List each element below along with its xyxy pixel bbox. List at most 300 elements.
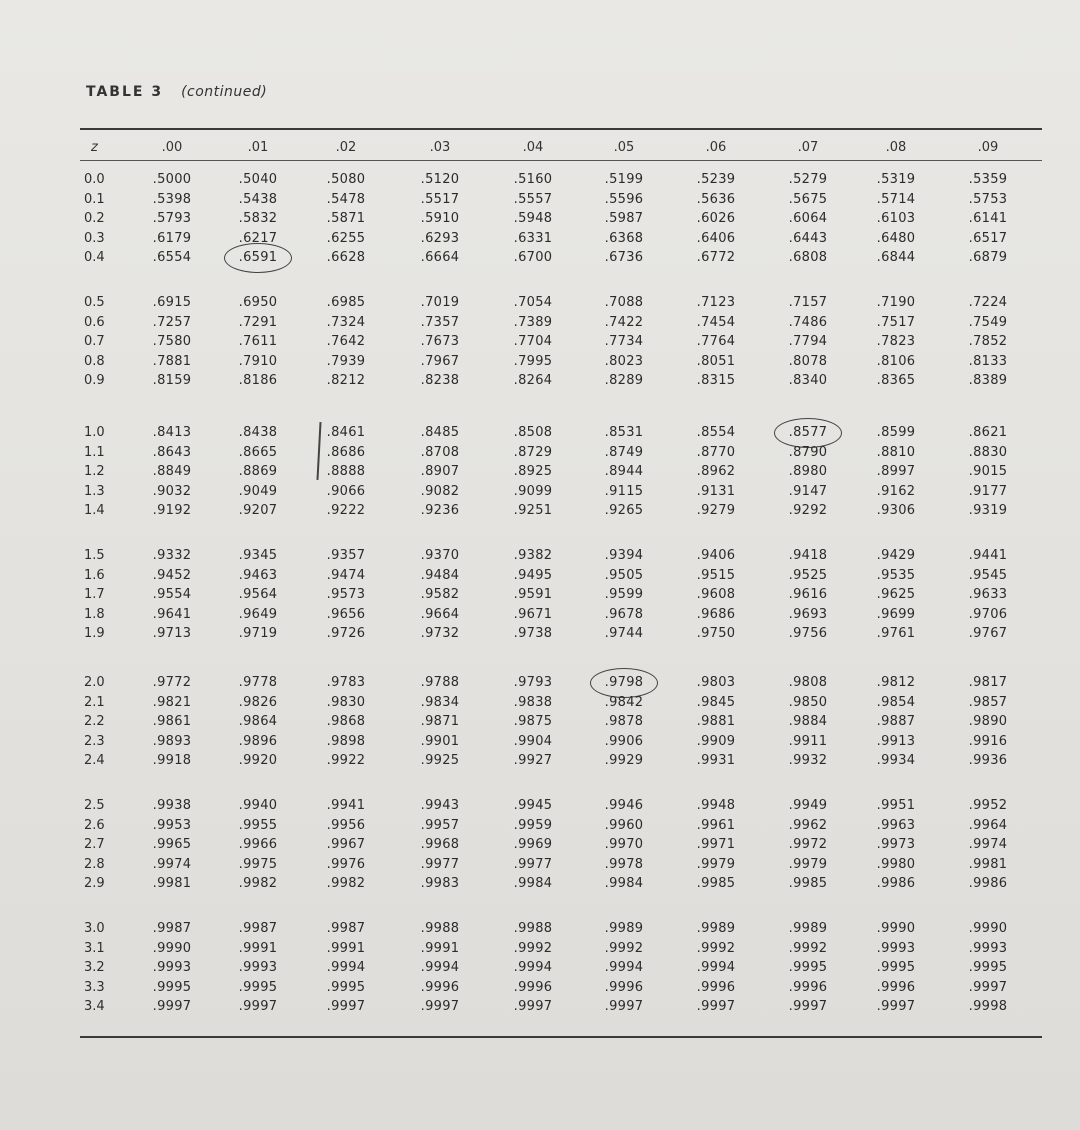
table-cell: .7291 (238, 314, 278, 330)
table-cell: .6736 (604, 250, 644, 265)
row-z-value: 1.2 (84, 464, 105, 479)
row-z-value: 0.0 (84, 172, 105, 187)
table-cell: .7190 (876, 295, 916, 310)
table-cell: .9898 (326, 733, 366, 749)
table-cell: .9931 (696, 753, 736, 768)
table-cell: .8665 (238, 444, 278, 460)
table-cell: .9845 (696, 694, 736, 710)
row-z-value: 1.4 (84, 503, 105, 518)
table-cell: .8849 (152, 464, 192, 479)
table-cell: .9878 (604, 714, 644, 729)
table-cell: .9996 (876, 979, 916, 995)
table-cell: .7257 (152, 314, 192, 330)
row-z-value: 0.2 (84, 211, 105, 226)
table-cell: .7881 (152, 353, 192, 369)
table-cell: .7224 (968, 295, 1008, 310)
row-z-value: 2.6 (84, 817, 105, 833)
table-cell: .9357 (326, 548, 366, 563)
table-cell: .9564 (238, 587, 278, 602)
table-cell: .7357 (420, 314, 460, 330)
table-cell: .9441 (968, 548, 1008, 563)
table-cell: .7642 (326, 334, 366, 349)
table-cell: .9881 (696, 714, 736, 729)
table-cell: .9382 (513, 548, 553, 563)
table-title-continued: (continued) (181, 84, 268, 100)
table-cell: .8023 (604, 353, 644, 369)
table-cell: .7673 (420, 334, 460, 349)
row-z-value: 3.4 (84, 999, 105, 1014)
table-cell: .8643 (152, 444, 192, 460)
table-cell: .6480 (876, 230, 916, 246)
table-cell: .9995 (326, 979, 366, 995)
pen-stroke-mark (316, 422, 321, 480)
table-cell: .9992 (513, 940, 553, 956)
header-col-6: .06 (705, 140, 727, 155)
table-cell: .8980 (788, 464, 828, 479)
table-cell: .8212 (326, 373, 366, 388)
table-cell: .9964 (968, 817, 1008, 833)
table-cell: .5239 (696, 172, 736, 187)
row-z-value: 3.0 (84, 921, 105, 936)
table-cell: .9995 (876, 960, 916, 975)
table-cell: .6915 (152, 295, 192, 310)
header-col-3: .03 (429, 140, 451, 155)
table-cell: .6700 (513, 250, 553, 265)
table-cell: .7088 (604, 295, 644, 310)
table-cell: .8485 (420, 425, 460, 440)
table-cell: .9207 (238, 503, 278, 518)
table-cell: .9948 (696, 798, 736, 813)
table-cell: .9875 (513, 714, 553, 729)
table-cell: .5199 (604, 172, 644, 187)
table-cell: .8106 (876, 353, 916, 369)
table-cell: .9066 (326, 483, 366, 499)
table-cell: .9987 (152, 921, 192, 936)
table-cell: .9925 (420, 753, 460, 768)
table-cell: .7054 (513, 295, 553, 310)
table-cell: .9992 (696, 940, 736, 956)
table-cell: .9993 (876, 940, 916, 956)
table-cell: .5478 (326, 191, 366, 207)
table-cell: .8389 (968, 373, 1008, 388)
table-cell: .9913 (876, 733, 916, 749)
table-cell: .9973 (876, 837, 916, 852)
table-cell: .7486 (788, 314, 828, 330)
table-cell: .6217 (238, 230, 278, 246)
table-cell: .8438 (238, 425, 278, 440)
table-cell: .7123 (696, 295, 736, 310)
table-cell: .9192 (152, 503, 192, 518)
table-cell: .8340 (788, 373, 828, 388)
table-cell: .9986 (876, 876, 916, 891)
table-cell: .5438 (238, 191, 278, 207)
table-cell: .9976 (326, 856, 366, 872)
table-cell: .9656 (326, 606, 366, 622)
table-cell: .9082 (420, 483, 460, 499)
table-cell: .9826 (238, 694, 278, 710)
row-z-value: 1.8 (84, 606, 105, 622)
row-z-value: 1.3 (84, 483, 105, 499)
table-cell: .9989 (788, 921, 828, 936)
table-cell: .9608 (696, 587, 736, 602)
table-cell: .9788 (420, 675, 460, 690)
table-cell: .9992 (788, 940, 828, 956)
table-cell: .9633 (968, 587, 1008, 602)
table-cell: .9904 (513, 733, 553, 749)
table-cell: .9932 (788, 753, 828, 768)
table-cell: .8790 (788, 444, 828, 460)
table-cell: .9032 (152, 483, 192, 499)
table-cell: .9962 (788, 817, 828, 833)
table-cell: .8830 (968, 444, 1008, 460)
table-cell: .9893 (152, 733, 192, 749)
table-title-label: TABLE 3 (86, 84, 164, 100)
row-z-value: 3.1 (84, 940, 105, 956)
table-cell: .9909 (696, 733, 736, 749)
table-cell: .8749 (604, 444, 644, 460)
table-cell: .9951 (876, 798, 916, 813)
table-cell: .9429 (876, 548, 916, 563)
header-z: z (91, 140, 98, 155)
table-cell: .5910 (420, 211, 460, 226)
table-cell: .5871 (326, 211, 366, 226)
table-cell: .5714 (876, 191, 916, 207)
table-cell: .9995 (788, 960, 828, 975)
table-cell: .9744 (604, 626, 644, 641)
header-col-8: .08 (885, 140, 907, 155)
table-cell: .9953 (152, 817, 192, 833)
table-cell: .9987 (326, 921, 366, 936)
table-cell: .8315 (696, 373, 736, 388)
row-z-value: 3.3 (84, 979, 105, 995)
table-cell: .9971 (696, 837, 736, 852)
table-cell: .9993 (152, 960, 192, 975)
table-cell: .9997 (788, 999, 828, 1014)
row-z-value: 0.8 (84, 353, 105, 369)
table-cell: .9997 (876, 999, 916, 1014)
table-cell: .9911 (788, 733, 828, 749)
table-cell: .9996 (420, 979, 460, 995)
table-cell: .9115 (604, 483, 644, 499)
table-cell: .7019 (420, 295, 460, 310)
table-cell: .6554 (152, 250, 192, 265)
table-cell: .9989 (696, 921, 736, 936)
table-cell: .9952 (968, 798, 1008, 813)
table-cell: .9996 (696, 979, 736, 995)
table-cell: .9515 (696, 567, 736, 583)
table-cell: .9961 (696, 817, 736, 833)
table-cell: .9997 (513, 999, 553, 1014)
table-cell: .9975 (238, 856, 278, 872)
table-cell: .9984 (513, 876, 553, 891)
table-cell: .9706 (968, 606, 1008, 622)
table-cell: .8997 (876, 464, 916, 479)
table-cell: .8962 (696, 464, 736, 479)
table-cell: .9750 (696, 626, 736, 641)
table-cell: .9838 (513, 694, 553, 710)
table-cell: .5753 (968, 191, 1008, 207)
table-cell: .6517 (968, 230, 1008, 246)
table-cell: .6179 (152, 230, 192, 246)
table-cell: .9131 (696, 483, 736, 499)
table-cell: .9834 (420, 694, 460, 710)
table-cell: .9979 (696, 856, 736, 872)
table-cell: .9767 (968, 626, 1008, 641)
table-cell: .9990 (152, 940, 192, 956)
table-cell: .7389 (513, 314, 553, 330)
row-z-value: 0.1 (84, 191, 105, 207)
table-cell: .9943 (420, 798, 460, 813)
table-cell: .9994 (326, 960, 366, 975)
circled-value-mark (774, 418, 842, 448)
table-cell: .9990 (876, 921, 916, 936)
table-cell: .7939 (326, 353, 366, 369)
row-z-value: 0.3 (84, 230, 105, 246)
table-cell: .9981 (152, 876, 192, 891)
table-cell: .9279 (696, 503, 736, 518)
table-cell: .9998 (968, 999, 1008, 1014)
table-title (86, 84, 267, 100)
table-cell: .9890 (968, 714, 1008, 729)
table-cell: .9986 (968, 876, 1008, 891)
table-cell: .9916 (968, 733, 1008, 749)
table-cell: .9474 (326, 567, 366, 583)
table-cell: .9830 (326, 694, 366, 710)
table-cell: .9896 (238, 733, 278, 749)
table-cell: .9991 (326, 940, 366, 956)
table-cell: .8365 (876, 373, 916, 388)
table-cell: .8686 (326, 444, 366, 460)
table-cell: .9982 (238, 876, 278, 891)
table-cell: .7967 (420, 353, 460, 369)
table-cell: .7910 (238, 353, 278, 369)
table-cell: .6406 (696, 230, 736, 246)
table-cell: .9418 (788, 548, 828, 563)
table-cell: .9994 (513, 960, 553, 975)
table-cell: .9798 (604, 675, 644, 690)
table-cell: .9778 (238, 675, 278, 690)
table-cell: .9582 (420, 587, 460, 602)
table-cell: .9049 (238, 483, 278, 499)
table-cell: .9996 (788, 979, 828, 995)
table-cell: .9803 (696, 675, 736, 690)
table-cell: .9922 (326, 753, 366, 768)
table-cell: .9949 (788, 798, 828, 813)
table-cell: .6628 (326, 250, 366, 265)
table-cell: .7611 (238, 334, 278, 349)
table-cell: .9995 (152, 979, 192, 995)
row-z-value: 1.9 (84, 626, 105, 641)
table-cell: .9969 (513, 837, 553, 852)
table-cell: .9941 (326, 798, 366, 813)
table-cell: .6443 (788, 230, 828, 246)
row-z-value: 0.6 (84, 314, 105, 330)
table-cell: .7794 (788, 334, 828, 349)
table-cell: .8133 (968, 353, 1008, 369)
row-z-value: 0.5 (84, 295, 105, 310)
row-z-value: 1.7 (84, 587, 105, 602)
row-z-value: 1.5 (84, 548, 105, 563)
table-cell: .6026 (696, 211, 736, 226)
table-cell: .9960 (604, 817, 644, 833)
table-cell: .8599 (876, 425, 916, 440)
table-cell: .9147 (788, 483, 828, 499)
table-cell: .9956 (326, 817, 366, 833)
table-cell: .9719 (238, 626, 278, 641)
table-cell: .9099 (513, 483, 553, 499)
table-cell: .7764 (696, 334, 736, 349)
table-cell: .9671 (513, 606, 553, 622)
table-cell: .9783 (326, 675, 366, 690)
table-cell: .9394 (604, 548, 644, 563)
table-cell: .8461 (326, 425, 366, 440)
row-z-value: 2.4 (84, 753, 105, 768)
table-cell: .9505 (604, 567, 644, 583)
circled-value-mark (224, 243, 292, 273)
table-cell: .8508 (513, 425, 553, 440)
header-col-2: .02 (335, 140, 357, 155)
table-cell: .8925 (513, 464, 553, 479)
table-cell: .9988 (420, 921, 460, 936)
table-cell: .7157 (788, 295, 828, 310)
table-cell: .9573 (326, 587, 366, 602)
row-z-value: 2.0 (84, 675, 105, 690)
table-cell: .9985 (696, 876, 736, 891)
table-cell: .7454 (696, 314, 736, 330)
table-cell: .9920 (238, 753, 278, 768)
table-cell: .6808 (788, 250, 828, 265)
table-cell: .9972 (788, 837, 828, 852)
table-cell: .5160 (513, 172, 553, 187)
table-cell: .9955 (238, 817, 278, 833)
table-cell: .9936 (968, 753, 1008, 768)
table-cell: .6255 (326, 230, 366, 246)
table-cell: .5832 (238, 211, 278, 226)
table-cell: .9793 (513, 675, 553, 690)
table-cell: .9940 (238, 798, 278, 813)
header-rule (80, 160, 1042, 161)
table-cell: .9927 (513, 753, 553, 768)
table-cell: .9162 (876, 483, 916, 499)
table-cell: .6664 (420, 250, 460, 265)
table-cell: .9406 (696, 548, 736, 563)
table-cell: .9995 (238, 979, 278, 995)
header-col-5: .05 (613, 140, 635, 155)
table-cell: .9977 (513, 856, 553, 872)
table-cell: .9977 (420, 856, 460, 872)
table-cell: .9616 (788, 587, 828, 602)
table-cell: .9545 (968, 567, 1008, 583)
table-cell: .7734 (604, 334, 644, 349)
row-z-value: 2.8 (84, 856, 105, 872)
header-col-0: .00 (161, 140, 183, 155)
table-cell: .9015 (968, 464, 1008, 479)
table-cell: .6591 (238, 250, 278, 265)
table-cell: .7517 (876, 314, 916, 330)
table-cell: .6064 (788, 211, 828, 226)
table-cell: .9988 (513, 921, 553, 936)
table-cell: .9726 (326, 626, 366, 641)
row-z-value: 1.6 (84, 567, 105, 583)
table-cell: .9463 (238, 567, 278, 583)
table-cell: .9906 (604, 733, 644, 749)
table-cell: .9934 (876, 753, 916, 768)
table-cell: .9868 (326, 714, 366, 729)
table-cell: .9857 (968, 694, 1008, 710)
table-cell: .9945 (513, 798, 553, 813)
table-cell: .9738 (513, 626, 553, 641)
table-cell: .6772 (696, 250, 736, 265)
table-cell: .9992 (604, 940, 644, 956)
table-cell: .9641 (152, 606, 192, 622)
table-cell: .9887 (876, 714, 916, 729)
table-cell: .5120 (420, 172, 460, 187)
table-cell: .6879 (968, 250, 1008, 265)
table-cell: .9699 (876, 606, 916, 622)
table-cell: .9968 (420, 837, 460, 852)
table-cell: .9452 (152, 567, 192, 583)
table-cell: .9756 (788, 626, 828, 641)
table-cell: .8708 (420, 444, 460, 460)
table-cell: .9864 (238, 714, 278, 729)
header-col-1: .01 (247, 140, 269, 155)
table-cell: .8888 (326, 464, 366, 479)
table-cell: .9251 (513, 503, 553, 518)
table-cell: .9997 (238, 999, 278, 1014)
table-cell: .9970 (604, 837, 644, 852)
table-cell: .7995 (513, 353, 553, 369)
table-cell: .8554 (696, 425, 736, 440)
table-cell: .9994 (420, 960, 460, 975)
header-col-4: .04 (522, 140, 544, 155)
table-cell: .9994 (604, 960, 644, 975)
table-cell: .6950 (238, 295, 278, 310)
table-cell: .9987 (238, 921, 278, 936)
table-cell: .9484 (420, 567, 460, 583)
table-cell: .9177 (968, 483, 1008, 499)
table-cell: .9997 (326, 999, 366, 1014)
table-cell: .9991 (238, 940, 278, 956)
table-cell: .9871 (420, 714, 460, 729)
table-cell: .9993 (238, 960, 278, 975)
table-cell: .9979 (788, 856, 828, 872)
table-cell: .9236 (420, 503, 460, 518)
table-cell: .9997 (604, 999, 644, 1014)
table-cell: .9686 (696, 606, 736, 622)
table-cell: .7852 (968, 334, 1008, 349)
table-cell: .9993 (968, 940, 1008, 956)
table-cell: .9525 (788, 567, 828, 583)
table-cell: .6368 (604, 230, 644, 246)
table-cell: .9974 (968, 837, 1008, 852)
table-cell: .5636 (696, 191, 736, 207)
table-cell: .9957 (420, 817, 460, 833)
row-z-value: 2.5 (84, 798, 105, 813)
table-cell: .5398 (152, 191, 192, 207)
table-cell: .9884 (788, 714, 828, 729)
table-cell: .5080 (326, 172, 366, 187)
table-cell: .8159 (152, 373, 192, 388)
table-cell: .8078 (788, 353, 828, 369)
table-cell: .9850 (788, 694, 828, 710)
header-col-7: .07 (797, 140, 819, 155)
table-cell: .9997 (696, 999, 736, 1014)
table-cell: .9599 (604, 587, 644, 602)
table-cell: .9306 (876, 503, 916, 518)
table-cell: .8810 (876, 444, 916, 460)
table-cell: .9345 (238, 548, 278, 563)
table-cell: .9989 (604, 921, 644, 936)
